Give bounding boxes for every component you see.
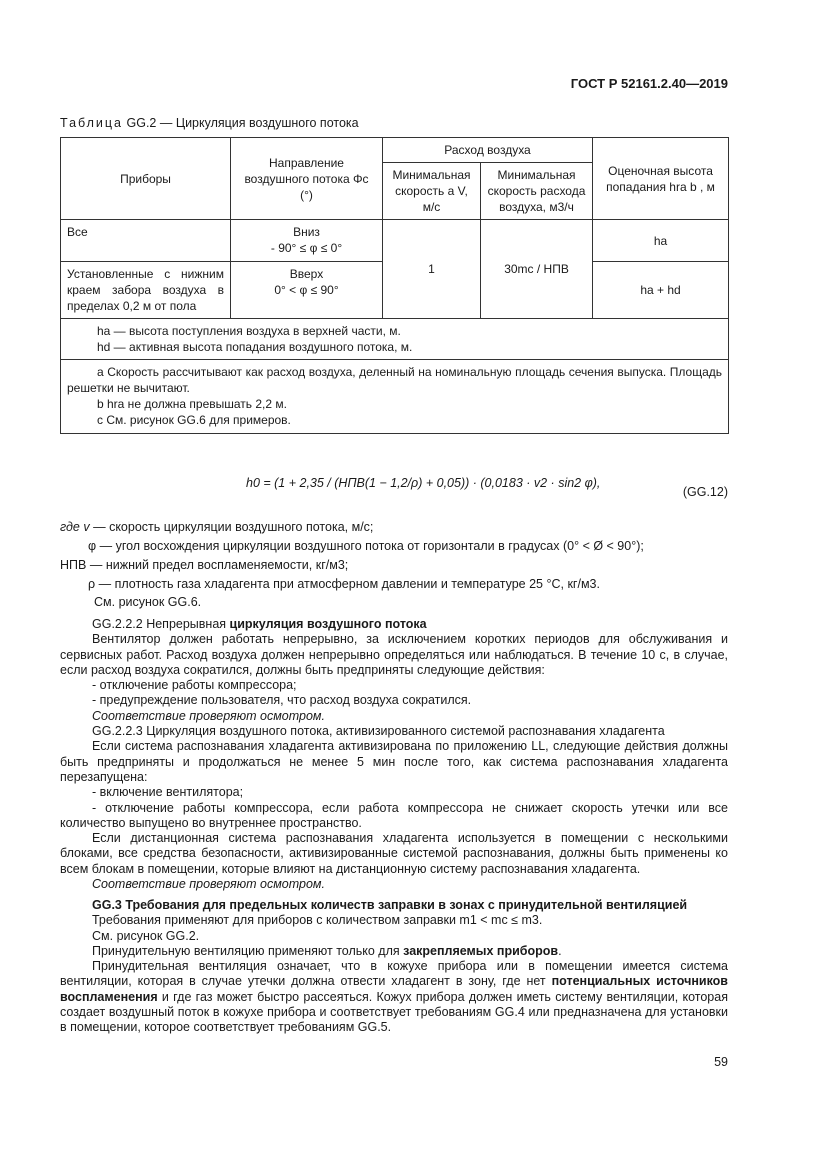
row2-direction: Вверх 0° < φ ≤ 90°: [231, 262, 383, 319]
paragraph: Принудительную вентиляцию применяют только для закрепляемых приборов.: [92, 943, 562, 958]
where-text-npv: — нижний предел воспламеняемости, кг/м3;: [89, 558, 349, 572]
where-text-phi: — угол восхождения циркуляции воздушного потока от горизонтали в градусах (0° < Ø < 90°);: [99, 539, 644, 553]
where-sym-rho: ρ: [88, 577, 96, 591]
paragraph: Если дистанционная система распознавания хладагента используется в помещении с несколькими блоками, все средства безопасности, активизированные системой распознавания, должны быть применены ко всем блокам в помещении, которые влияют на дистанционную систему распознавания хладагента.: [60, 831, 728, 876]
where-sym-phi: φ: [88, 539, 97, 553]
section-gg-2-2-2: [60, 617, 728, 892]
row1-device: Все: [61, 220, 231, 262]
list-item: - включение вентилятора;: [92, 785, 244, 800]
formula-number: (GG.12): [682, 485, 728, 499]
header-airflow: Расход воздуха: [383, 138, 593, 163]
header-devices: Приборы: [61, 138, 231, 220]
speed-value: 1: [383, 220, 481, 319]
where-sym-npv: НПВ: [60, 558, 87, 572]
paragraph: Если система распознавания хладагента активизирована по приложению LL, следующие действия должны быть предприняты и продолжаться не менее 5 мин после того, как система распознавания хладагента перезапущена:: [60, 739, 728, 784]
where-text-v: — скорость циркуляции воздушного потока, м/с;: [93, 520, 374, 534]
where-see-figure: См. рисунок GG.6.: [94, 595, 202, 609]
paragraph: Принудительная вентиляция означает, что в кожухе прибора или в помещении имеется система вентиляции, которая в случае утечки должна отвести хладагент в зону, где нет потенциальных источников воспламенения и где газ может быстро рассеяться. Кожух прибора должен иметь систему вентиляции, которая создает воздушный поток в кожухе прибора и соответствует требованиям GG.4 или предназначена для установки в помещении, которое соответствует требованиям GG.5.: [60, 959, 728, 1035]
header-height: Оценочная высота попадания hra b , м: [593, 138, 729, 220]
compliance-check: Соответствие проверяют осмотром.: [92, 877, 325, 892]
header-direction: Направление воздушного потока Φc (°): [231, 138, 383, 220]
compliance-check: Соответствие проверяют осмотром.: [92, 708, 325, 723]
row2-height: ha + hd: [593, 262, 729, 319]
section-gg-3: [60, 898, 728, 1036]
table-footnotes: a Скорость рассчитывают как расход воздуха, деленный на номинальную площадь сечения выпуска. Площадь решетки не вычитают. b hra не должна превышать 2,2 м. c См. рисунок GG.6 для примеров.: [61, 360, 729, 434]
formula-gg12: h0 = (1 + 2,35 / (НПВ(1 − 1,2/ρ) + 0,05)) · (0,0183 · v2 · sin2 φ),: [246, 476, 601, 490]
paragraph: Вентилятор должен работать непрерывно, за исключением коротких периодов для обслуживания и сервисных работ. Расход воздуха должен непрерывно определяться или наблюдаться. В течение 10 с, в случае, если расход воздуха сократился, должны быть предприняты следующие действия:: [60, 632, 728, 677]
where-text-rho: — плотность газа хладагента при атмосферном давлении и температуре 25 °C, кг/м3.: [98, 577, 600, 591]
rate-value: 30mc / НПВ: [481, 220, 593, 319]
paragraph: Требования применяют для приборов с количеством заправки m1 < mc ≤ m3.: [92, 913, 543, 928]
row2-range: 0° < φ ≤ 90°: [274, 283, 339, 297]
table-caption: Таблица GG.2 — Циркуляция воздушного потока: [60, 116, 359, 130]
list-item: - отключение работы компрессора;: [92, 678, 297, 693]
section-heading: GG.3 Требования для предельных количеств заправки в зонах с принудительной вентиляцией: [92, 898, 688, 912]
row2-device: Установленные с нижним краем забора воздуха в пределах 0,2 м от пола: [61, 262, 231, 319]
paragraph: См. рисунок GG.2.: [92, 928, 200, 943]
section-heading: GG.2.2.2 Непрерывная циркуляция воздушного потока: [92, 617, 427, 631]
header-min-speed: Минимальная скорость a V, м/с: [383, 163, 481, 220]
where-sym-v: где v: [60, 520, 90, 534]
where-list: [60, 520, 728, 611]
row1-range: - 90° ≤ φ ≤ 0°: [270, 241, 343, 255]
row1-direction: Вниз - 90° ≤ φ ≤ 0°: [231, 220, 383, 262]
page-number: 59: [714, 1055, 728, 1069]
document-id: ГОСТ Р 52161.2.40—2019: [570, 76, 728, 91]
header-min-rate: Минимальная скорость расхода воздуха, м3/ч: [481, 163, 593, 220]
list-item: - предупреждение пользователя, что расход воздуха сократился.: [92, 693, 472, 708]
list-item: - отключение работы компрессора, если работа компрессора не снижает скорость утечки или все количество выпущено во внутреннее пространство.: [60, 800, 728, 830]
airflow-table: [60, 137, 729, 434]
table-notes: ha — высота поступления воздуха в верхней части, м. hd — активная высота попадания воздушного потока, м.: [61, 319, 729, 360]
row1-height: ha: [593, 220, 729, 262]
section-heading: GG.2.2.3 Циркуляция воздушного потока, активизированного системой распознавания хладагента: [92, 724, 665, 739]
